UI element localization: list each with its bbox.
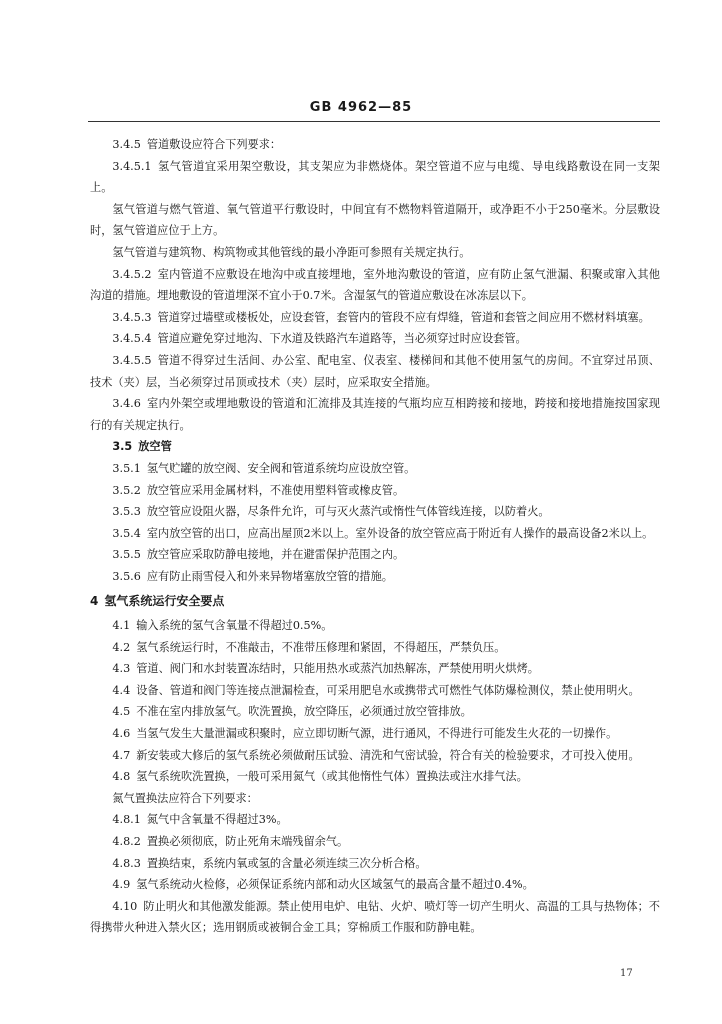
clause-paragraph <box>90 328 660 350</box>
clause-text: 应有防止雨雪侵入和外来异物堵塞放空管的措施。 <box>146 569 393 583</box>
clause-number: 3.4.5.4 <box>112 332 152 346</box>
clause-text: 管道应避免穿过地沟、下水道及铁路汽车道路等，当必须穿过时应设套管。 <box>157 332 527 346</box>
clause-number: 4.9 <box>112 878 131 892</box>
clause-paragraph <box>90 307 660 329</box>
clause-paragraph <box>90 523 660 545</box>
clause-number: 4.8 <box>112 770 131 784</box>
clause-paragraph <box>90 544 660 566</box>
page-number: 17 <box>620 968 633 979</box>
clause-paragraph <box>90 723 660 745</box>
chapter-heading <box>90 591 660 613</box>
clause-paragraph <box>90 242 660 264</box>
clause-number: 3.5.5 <box>112 548 141 562</box>
clause-paragraph <box>90 615 660 637</box>
clause-paragraph <box>90 156 660 199</box>
clause-text: 室内管道不应敷设在地沟中或直接埋地，室外地沟敷设的管道，应有防止氢气泄漏、积聚或窜入其他沟道的措施。埋地敷设的管道埋深不宜小于0.7米。含湿氢气的管道应敷设在冰冻层以下。 <box>90 267 660 303</box>
clause-paragraph <box>90 134 660 156</box>
clause-number: 4.4 <box>112 683 131 697</box>
clause-paragraph <box>90 809 660 831</box>
clause-text: 氮气置换法应符合下列要求： <box>112 791 258 805</box>
clause-number: 3.5 <box>112 440 133 454</box>
clause-text: 氢气管道宜采用架空敷设，其支架应为非燃烧体。架空管道不应与电缆、导电线路敷设在同一支架上。 <box>90 159 660 195</box>
clause-text: 氢气系统吹洗置换，一般可采用氮气（或其他惰性气体）置换法或注水排气法。 <box>136 770 528 784</box>
clause-paragraph <box>90 350 660 393</box>
clause-number: 4.6 <box>112 727 131 741</box>
clause-paragraph <box>90 896 660 939</box>
clause-paragraph <box>90 680 660 702</box>
clause-paragraph <box>90 199 660 242</box>
clause-paragraph <box>90 788 660 810</box>
clause-paragraph <box>90 658 660 680</box>
clause-number: 3.4.5.1 <box>112 159 152 173</box>
clause-text: 室内放空管的出口，应高出屋顶2米以上。室外设备的放空管应高于附近有人操作的最高设备2米以上。 <box>146 526 654 540</box>
clause-number: 3.4.6 <box>112 397 141 411</box>
clause-text: 氮气中含氧量不得超过3%。 <box>146 813 288 827</box>
clause-number: 3.5.6 <box>112 569 141 583</box>
clause-number: 4.8.2 <box>112 835 141 848</box>
clause-text: 防止明火和其他激发能源。禁止使用电炉、电钻、火炉、喷灯等一切产生明火、高温的工具与热物体；不得携带火种进入禁火区；选用钢质或被铜合金工具；穿棉质工作服和防静电鞋。 <box>90 899 660 935</box>
clause-paragraph <box>90 745 660 767</box>
clause-paragraph <box>90 458 660 480</box>
clause-text: 放空管 <box>138 440 172 454</box>
clause-number: 3.4.5.2 <box>112 267 152 281</box>
clause-text: 氢气管道与燃气管道、氧气管道平行敷设时，中间宜有不燃物料管道隔开，或净距不小于250毫米。分层敷设时，氢气管道应位于上方。 <box>90 202 660 238</box>
clause-text: 不准在室内排放氢气。吹洗置换，放空降压，必须通过放空管排放。 <box>136 705 472 719</box>
clause-number: 3.5.4 <box>112 526 141 540</box>
clause-number: 3.4.5.5 <box>112 353 152 367</box>
document-body <box>90 134 660 939</box>
clause-paragraph <box>90 393 660 436</box>
clause-text: 氢气贮罐的放空阀、安全阀和管道系统均应设放空管。 <box>146 461 416 475</box>
clause-text: 氢气管道与建筑物、构筑物或其他管线的最小净距可参照有关规定执行。 <box>112 245 471 259</box>
clause-text: 氢气系统动火检修，必须保证系统内部和动火区域氢气的最高含量不超过0.4%。 <box>136 878 534 892</box>
clause-text: 输入系统的氢气含氧量不得超过0.5%。 <box>136 619 333 633</box>
clause-text: 置换必须彻底，防止死角末端残留余气。 <box>146 835 349 848</box>
clause-paragraph <box>90 566 660 588</box>
clause-paragraph <box>90 701 660 723</box>
clause-text: 管道、阀门和水封装置冻结时，只能用热水或蒸汽加热解冻，严禁使用明火烘烤。 <box>136 662 539 676</box>
clause-number: 3.5.3 <box>112 505 141 519</box>
clause-paragraph <box>90 831 660 853</box>
clause-text: 放空管应采用金属材料，不准使用塑料管或橡皮管。 <box>146 483 405 497</box>
clause-number: 3.5.1 <box>112 461 141 475</box>
clause-paragraph <box>90 501 660 523</box>
clause-text: 放空管应采取防静电接地，并在避雷保护范围之内。 <box>146 548 405 562</box>
clause-text: 置换结束，系统内氧或氢的含量必须连续三次分析合格。 <box>146 856 427 870</box>
clause-number: 3.5.2 <box>112 483 141 497</box>
clause-paragraph <box>90 264 660 307</box>
section-heading <box>90 436 660 458</box>
clause-number: 4.8.3 <box>112 856 141 870</box>
clause-text: 当氢气发生大量泄漏或积聚时，应立即切断气源，进行通风，不得进行可能发生火花的一切操作。 <box>136 727 618 741</box>
clause-number: 4.1 <box>112 619 131 633</box>
clause-text: 管道敷设应符合下列要求： <box>146 138 282 151</box>
clause-text: 管道不得穿过生活间、办公室、配电室、仪表室、楼梯间和其他不使用氢气的房间。不宜穿过吊顶、技术（夹）层，当必须穿过吊顶或技术（夹）层时，应采取安全措施。 <box>90 353 660 389</box>
clause-number: 4.2 <box>112 640 131 654</box>
clause-text: 新安装或大修后的氢气系统必须做耐压试验、清洗和气密试验，符合有关的检验要求，才可投入使用。 <box>136 748 640 762</box>
clause-text: 氢气系统运行安全要点 <box>104 594 225 609</box>
page-header-standard-number: GB 4962—85 <box>309 100 413 115</box>
clause-text: 管道穿过墙壁或楼板处，应设套管，套管内的管段不应有焊缝，管道和套管之间应用不燃材料填塞。 <box>157 310 650 324</box>
clause-text: 室内外架空或埋地敷设的管道和汇流排及其连接的气瓶均应互相跨接和接地，跨接和接地措施按国家现行的有关规定执行。 <box>90 397 660 432</box>
clause-number: 4.3 <box>112 662 131 676</box>
clause-number: 4.5 <box>112 705 131 719</box>
clause-paragraph <box>90 874 660 896</box>
clause-number: 4.8.1 <box>112 813 141 827</box>
clause-paragraph <box>90 480 660 502</box>
clause-number: 3.4.5.3 <box>112 310 152 324</box>
clause-text: 设备、管道和阀门等连接点泄漏检查，可采用肥皂水或携带式可燃性气体防爆检测仪，禁止使用明火。 <box>136 683 640 697</box>
header-rule <box>88 121 660 122</box>
clause-number: 4.7 <box>112 748 131 762</box>
clause-text: 放空管应设阻火器，尽条件允许，可与灭火蒸汽或惰性气体管线连接，以防着火。 <box>146 505 550 519</box>
clause-text: 氢气系统运行时，不准敲击，不准带压修理和紧固，不得超压，严禁负压。 <box>136 640 506 654</box>
clause-number: 4 <box>90 594 99 609</box>
clause-number: 4.10 <box>112 899 138 913</box>
clause-paragraph <box>90 766 660 788</box>
clause-paragraph <box>90 637 660 659</box>
clause-number: 3.4.5 <box>112 138 141 151</box>
clause-paragraph <box>90 853 660 875</box>
